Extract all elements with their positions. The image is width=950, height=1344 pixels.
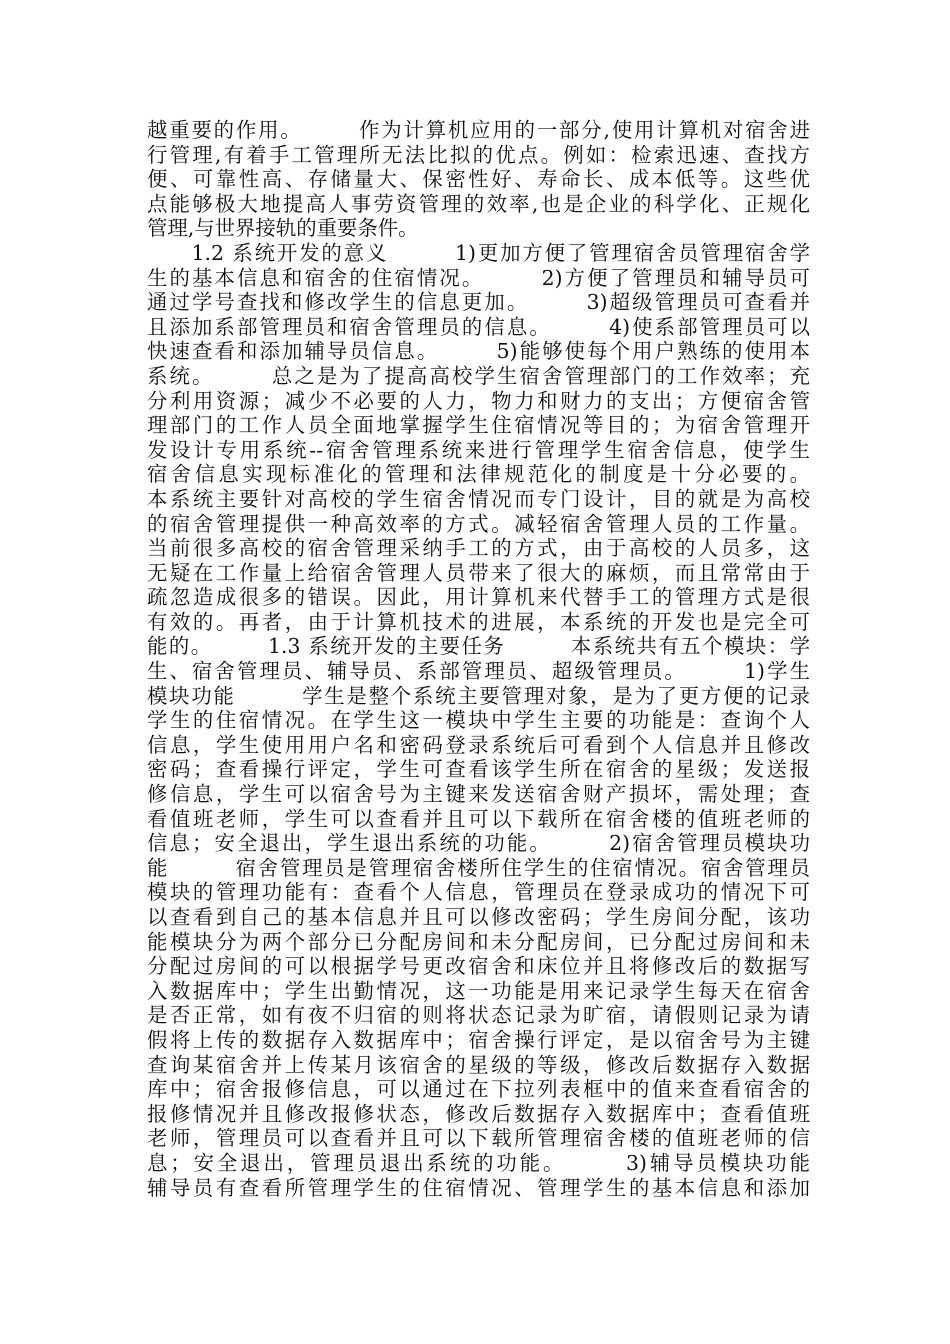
text-line: 通过学号查找和修改学生的信息更加。 3)超级管理员可查看并 — [147, 290, 810, 315]
text-line: 点能够极大地提高人事劳资管理的效率,也是企业的科学化、正规化 — [147, 191, 810, 216]
text-line: 管理,与世界接轨的重要条件。 — [147, 216, 419, 241]
text-line: 且添加系部管理员和宿舍管理员的信息。 4)使系部管理员可以 — [147, 314, 810, 339]
text-line: 信息，学生使用用户名和密码登录系统后可看到个人信息并且修改 — [147, 732, 810, 757]
text-line: 辅导员有查看所管理学生的住宿情况、管理学生的基本信息和添加 — [147, 1175, 810, 1200]
text-line: 当前很多高校的宿舍管理采纳手工的方式，由于高校的人员多，这 — [147, 536, 810, 561]
text-line: 发设计专用系统--宿舍管理系统来进行管理学生宿舍信息，使学生 — [147, 437, 810, 462]
text-line: 能的。 1.3 系统开发的主要任务 本系统共有五个模块：学 — [147, 634, 810, 659]
text-line: 模块的管理功能有：查看个人信息，管理员在登录成功的情况下可 — [147, 880, 810, 905]
text-line: 越重要的作用。 作为计算机应用的一部分,使用计算机对宿舍进 — [147, 118, 810, 142]
text-line: 快速查看和添加辅导员信息。 5)能够使每个用户熟练的使用本 — [147, 339, 810, 364]
text-line: 的宿舍管理提供一种高效率的方式。减轻宿舍管理人员的工作量。 — [147, 511, 810, 536]
text-line: 本系统主要针对高校的学生宿舍情况而专门设计，目的就是为高校 — [147, 486, 810, 511]
text-line: 库中；宿舍报修信息，可以通过在下拉列表框中的值来查看宿舍的 — [147, 1077, 810, 1102]
text-line: 生、宿舍管理员、辅导员、系部管理员、超级管理员。 1)学生 — [147, 659, 810, 684]
text-line: 生的基本信息和宿舍的住宿情况。 2)方便了管理员和辅导员可 — [147, 265, 810, 290]
text-line: 分利用资源；减少不必要的人力，物力和财力的支出；方便宿舍管 — [147, 388, 810, 413]
text-line: 密码；查看操行评定，学生可查看该学生所在宿舍的星级；发送报 — [147, 757, 810, 782]
text-line: 1.2 系统开发的意义 1)更加方便了管理宿舍员管理宿舍学 — [147, 240, 810, 265]
text-line: 以查看到自己的基本信息并且可以修改密码；学生房间分配，该功 — [147, 905, 810, 929]
text-line: 分配过房间的可以根据学号更改宿舍和床位并且将修改后的数据写 — [147, 954, 810, 979]
text-line: 老师，管理员可以查看并且可以下载所管理宿舍楼的值班老师的信 — [147, 1126, 810, 1151]
text-line: 便、可靠性高、存储量大、保密性好、寿命长、成本低等。这些优 — [147, 167, 810, 192]
text-line: 息；安全退出，管理员退出系统的功能。 3)辅导员模块功能 — [147, 1150, 810, 1175]
text-line: 信息；安全退出，学生退出系统的功能。 2)宿舍管理员模块功 — [147, 831, 810, 856]
text-line: 学生的住宿情况。在学生这一模块中学生主要的功能是：查询个人 — [147, 708, 810, 733]
text-line: 看值班老师，学生可以查看并且可以下载所在宿舍楼的值班老师的 — [147, 806, 810, 831]
document-body — [147, 118, 810, 1200]
text-line: 修信息，学生可以宿舍号为主键来发送宿舍财产损坏，需处理；查 — [147, 782, 810, 807]
text-line: 有效的。再者，由于计算机技术的进展，本系统的开发也是完全可 — [147, 609, 810, 634]
text-line: 宿舍信息实现标准化的管理和法律规范化的制度是十分必要的。 — [147, 462, 810, 487]
text-line: 疏忽造成很多的错误。因此，用计算机来代替手工的管理方式是很 — [147, 585, 810, 610]
text-line: 行管理,有着手工管理所无法比拟的优点。例如：检索迅速、查找方 — [147, 142, 810, 167]
text-line: 无疑在工作量上给宿舍管理人员带来了很大的麻烦，而且常常由于 — [147, 560, 810, 585]
text-line: 查询某宿舍并上传某月该宿舍的星级的等级，修改后数据存入数据 — [147, 1052, 810, 1077]
text-line: 能 宿舍管理员是管理宿舍楼所住学生的住宿情况。宿舍管理员 — [147, 855, 810, 880]
text-line: 理部门的工作人员全面地掌握学生住宿情况等目的；为宿舍管理开 — [147, 413, 810, 438]
text-line: 是否正常，如有夜不归宿的则将状态记录为旷宿，请假则记录为请 — [147, 1003, 810, 1028]
text-line: 报修情况并且修改报修状态，修改后数据存入数据库中；查看值班 — [147, 1101, 810, 1126]
text-line: 系统。 总之是为了提高高校学生宿舍管理部门的工作效率；充 — [147, 363, 810, 388]
text-line: 能模块分为两个部分已分配房间和未分配房间，已分配过房间和未 — [147, 929, 810, 954]
text-line: 入数据库中；学生出勤情况，这一功能是用来记录学生每天在宿舍 — [147, 978, 810, 1003]
text-line: 假将上传的数据存入数据库中；宿舍操行评定，是以宿舍号为主键 — [147, 1027, 810, 1052]
text-line: 模块功能 学生是整个系统主要管理对象，是为了更方便的记录 — [147, 683, 810, 708]
